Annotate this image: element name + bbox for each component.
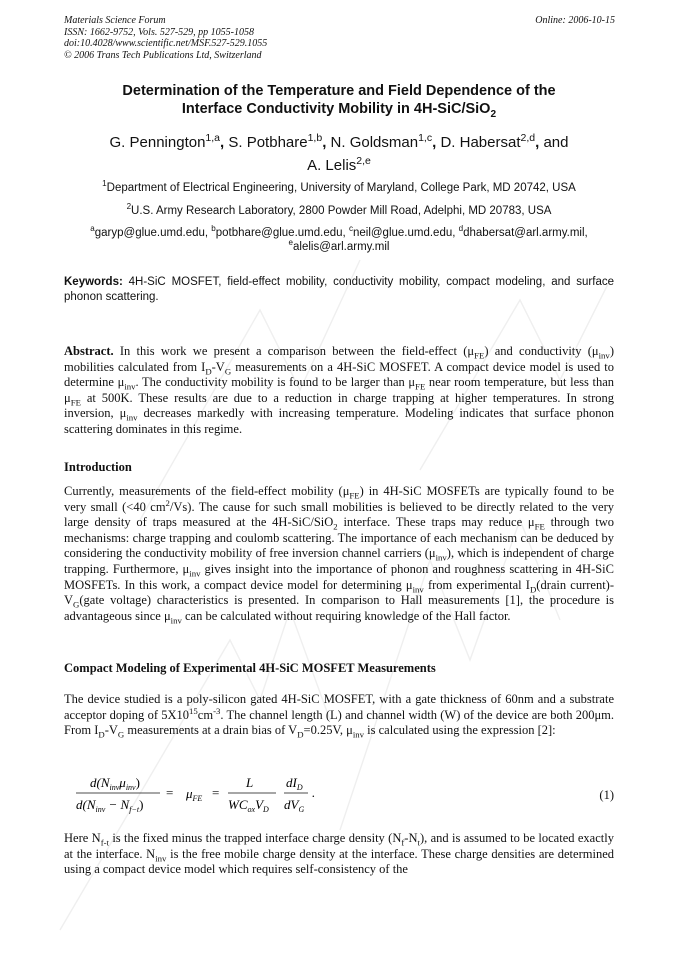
author-2: S. Potbhare$^{1,b}$: [228, 132, 323, 151]
online-date: Online: 2006-10-15: [535, 15, 615, 26]
section-heading-introduction: Introduction: [64, 460, 132, 474]
eq-period: .: [312, 785, 316, 800]
equation-1: [64, 771, 614, 817]
author-4: D. Habersat$^{2,d}$: [440, 132, 536, 151]
email-e[interactable]: $^e$alelis@arl.army.mil: [288, 238, 390, 253]
title-line-2: Interface Conductivity Mobility in 4H-SiC/SiO$_2$: [181, 101, 497, 120]
eq-denominator-wcv: $WC_{ox}V_D$: [228, 797, 269, 814]
author-1: G. Pennington$^{1,a}$: [109, 132, 221, 151]
keywords-label: Keywords:: [64, 276, 123, 288]
eq-equals-1: =: [166, 785, 174, 800]
author-emails: [60, 226, 618, 254]
abstract-label: Abstract.: [64, 344, 114, 358]
email-a[interactable]: $^a$garyp@glue.umd.edu,: [90, 224, 209, 239]
eq-equals-2: =: [212, 785, 220, 800]
issn-line: ISSN: 1662-9752, Vols. 527-529, pp 1055-1058: [64, 26, 254, 38]
eq-numerator-di: $dI_D$: [286, 775, 303, 792]
charge-density-paragraph: Here $N_{f-t}$ is the fixed minus the trapped interface charge density $(N_f-N_t)$, and is assumed to be located exactly at the interface. $N_{inv}$ is the free mobile charge density at the interface. These charge densities are determined using a compact device model which requires self-consistency of the: [64, 831, 614, 877]
author-5: A. Lelis$^{2,e}$: [307, 155, 371, 174]
title-line-1: Determination of the Temperature and Field Dependence of the: [122, 83, 556, 99]
page-header: [64, 15, 615, 61]
abstract: Abstract. In this work we present a comparison between the field-effect $(\mu_{FE})$ and conductivity $(\mu_{inv})$ mobilities calculated from $I_D-V_G$ measurements on a 4H-SiC MOSFET. A compact device model is used to determine $\mu_{inv}$. The conductivity mobility is found to be larger than $\mu_{FE}$ near room temperature, but less than $\mu_{FE}$ at 500K. These results are due to a reduction in charge trapping at higher temperatures. In strong inversion, $\mu_{inv}$ decreases markedly with increasing temperature. Modeling indicates that surface phonon scattering dominates in this regime.: [64, 344, 615, 436]
keywords-text: 4H-SiC MOSFET, field-effect mobility, conductivity mobility, compact modeling, and surface phonon scattering.: [64, 276, 614, 303]
author-list: G. Pennington$^{1,a}$, S. Potbhare$^{1,b}$, N. Goldsman$^{1,c}$, D. Habersat$^{2,d}$, and A. Lelis$^{2,e}$: [109, 132, 569, 174]
equation-1-formula: [72, 771, 432, 817]
email-d[interactable]: $^d$dhabersat@arl.army.mil,: [458, 224, 588, 239]
author-3: N. Goldsman$^{1,c}$: [330, 132, 433, 151]
doi-line[interactable]: doi:10.4028/www.scientific.net/MSF.527-529.1055: [64, 38, 268, 49]
email-c[interactable]: $^c$neil@glue.umd.edu,: [348, 224, 456, 239]
equation-number: (1): [599, 788, 614, 802]
introduction-paragraph: Currently, measurements of the field-effect mobility $(\mu_{FE})$ in 4H-SiC MOSFETs are typically found to be very small (<40 $cm^2/Vs$). The cause for such small mobilities is believed to be directly related to the very large density of traps measured at the 4H-SiC/SiO$_2$ interface. These traps may reduce $\mu_{FE}$ through two mechanisms: charge trapping and coulomb scattering. The importance of each mechanism can be deduced by considering the conductivity mobility of free inversion channel carriers $(\mu_{inv})$, which is independent of charge trapping. Furthermore, $\mu_{inv}$ gives insight into the importance of phonon and roughness scattering in 4H-SiC MOSFETs. In this work, a compact device model for determining $\mu_{inv}$ from experimental $I_D(drain$ $current)-V_G(gate$ voltage) characteristics is presented. In comparison to Hall measurements [1], the procedure is advantageous since $\mu_{inv}$ can be calculated without requiring knowledge of the Hall factor.: [64, 484, 615, 626]
section-heading-compact-modeling: Compact Modeling of Experimental 4H-SiC MOSFET Measurements: [64, 661, 436, 675]
affiliation-1: $^1$Department of Electrical Engineering, University of Maryland, College Park, MD 20742, USA: [102, 179, 576, 194]
eq-lhs-denominator: $d(N_{inv} - N_{f-t})$: [76, 797, 144, 814]
paper-title: [40, 82, 638, 118]
compact-modeling-paragraph: The device studied is a poly-silicon gated 4H-SiC MOSFET, with a gate thickness of 60nm and a substrate acceptor doping of $5X10^{15}cm^{-3}$. The channel length (L) and channel width (W) of the device are both 200μm. From $I_D-V_G$ measurements at a drain bias of $V_D=0.25V$, $\mu_{inv}$ is calculated using the expression [2]:: [64, 692, 614, 740]
journal-name: Materials Science Forum: [64, 15, 166, 26]
copyright-line: © 2006 Trans Tech Publications Ltd, Switzerland: [64, 49, 262, 61]
eq-numerator-L: L: [246, 775, 254, 790]
email-b[interactable]: $^b$potbhare@glue.umd.edu,: [211, 224, 346, 239]
eq-mu-fe: $\mu_{FE}$: [186, 786, 203, 803]
eq-denominator-dv: $dV_G$: [284, 797, 305, 814]
keywords: [64, 275, 614, 305]
author-and: and: [543, 134, 569, 151]
affiliation-2: $^2$U.S. Army Research Laboratory, 2800 Powder Mill Road, Adelphi, MD 20783, USA: [126, 202, 552, 217]
eq-lhs-numerator: $d(N_{inv}\mu_{inv})$: [90, 775, 140, 792]
